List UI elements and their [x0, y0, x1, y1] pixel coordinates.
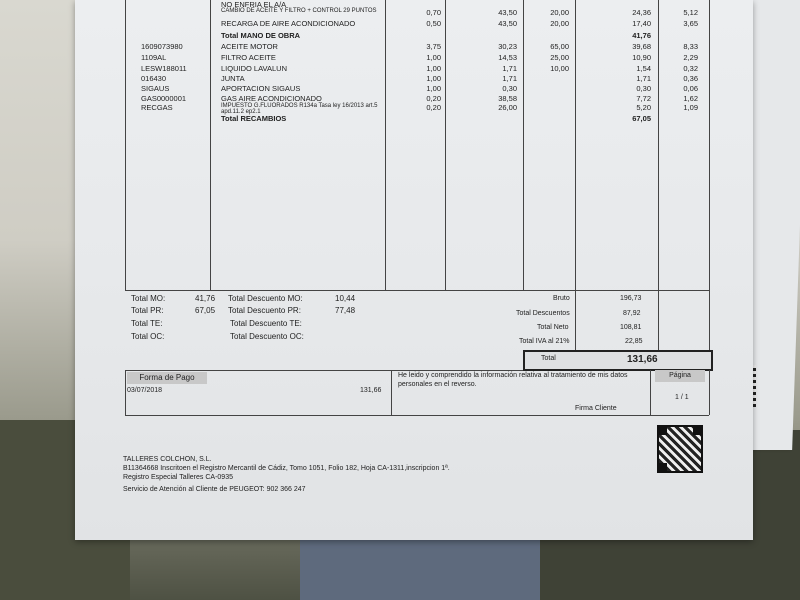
customer-service: Servicio de Atención al Cliente de PEUGEOT: 902 366 247: [123, 486, 306, 493]
item-amount: 41,76: [632, 31, 651, 40]
item-disc: 25,00: [550, 53, 569, 62]
item-pct: 8,33: [683, 42, 698, 51]
legal-text-line1: He leido y comprendido la información relativa al tratamiento de mis datos: [398, 372, 628, 379]
qr-code: [657, 425, 703, 473]
item-price: 14,53: [498, 53, 517, 62]
item-desc: Total MANO DE OBRA: [221, 31, 301, 40]
col-line: [709, 0, 710, 370]
item-price: 43,50: [498, 19, 517, 28]
item-pct: 1,09: [683, 103, 698, 112]
row-line: [125, 415, 709, 416]
item-desc: NO ENFRIA EL A/A: [221, 0, 287, 9]
col-line: [391, 370, 392, 415]
item-amount: 10,90: [632, 53, 651, 62]
desc-mo-label: Total Descuento MO:: [228, 294, 303, 303]
item-amount: 0,30: [636, 84, 651, 93]
item-pct: 0,06: [683, 84, 698, 93]
total-oc-label: Total OC:: [131, 332, 165, 341]
descuentos-label: Total Descuentos: [516, 310, 570, 317]
item-desc: ACEITE MOTOR: [221, 42, 278, 51]
item-desc: RECARGA DE AIRE ACONDICIONADO: [221, 19, 356, 28]
item-desc: IMPUESTO G.FLUORADOS R134a Tasa ley 16/2013 art.5 apd.11.2 ep2.1: [221, 103, 378, 115]
invoice-page: [75, 0, 753, 540]
item-price: 0,30: [502, 84, 517, 93]
total-mo-label: Total MO:: [131, 294, 166, 303]
item-qty: 0,50: [426, 19, 441, 28]
item-disc: 10,00: [550, 64, 569, 73]
item-qty: 3,75: [426, 42, 441, 51]
descuentos-value: 87,92: [623, 310, 641, 317]
item-qty: 1,00: [426, 74, 441, 83]
item-pct: 5,12: [683, 8, 698, 17]
company-name: TALLERES COLCHON, S.L.: [123, 456, 212, 463]
item-code: 1609073980: [141, 42, 183, 51]
item-desc: Total RECAMBIOS: [221, 114, 287, 123]
item-amount: 1,54: [636, 64, 651, 73]
desc-pr-label: Total Descuento PR:: [228, 306, 301, 315]
item-disc: 65,00: [550, 42, 569, 51]
company-registry-talleres: Registro Especial Talleres CA-0935: [123, 474, 233, 481]
neto-label: Total Neto: [537, 324, 569, 331]
item-desc: GAS AIRE ACONDICIONADO: [221, 94, 322, 103]
item-price: 1,71: [502, 64, 517, 73]
item-code: GAS0000001: [141, 94, 187, 103]
item-qty: 0,20: [426, 94, 441, 103]
total-pr-label: Total PR:: [131, 306, 164, 315]
item-amount: 1,71: [636, 74, 651, 83]
item-code: 016430: [141, 74, 167, 83]
payment-amount: 131,66: [360, 387, 382, 394]
total-mo-value: 41,76: [195, 294, 216, 303]
item-code: SIGAUS: [141, 84, 170, 93]
total-te-label: Total TE:: [131, 319, 163, 328]
grand-total-value: 131,66: [627, 354, 658, 365]
item-code: 1109AL: [141, 53, 167, 62]
item-amount: 67,05: [632, 114, 651, 123]
item-amount: 17,40: [632, 19, 651, 28]
desc-te-label: Total Descuento TE:: [230, 319, 302, 328]
item-qty: 1,00: [426, 64, 441, 73]
item-pct: 2,29: [683, 53, 698, 62]
bruto-label: Bruto: [553, 295, 570, 302]
col-line: [125, 370, 126, 415]
item-qty: 0,20: [426, 103, 441, 112]
col-line: [650, 370, 651, 415]
item-desc: FILTRO ACEITE: [221, 53, 276, 62]
item-amount: 24,36: [632, 8, 651, 17]
item-qty: 1,00: [426, 53, 441, 62]
bruto-value: 196,73: [620, 295, 642, 302]
firma-cliente-label: Firma Cliente: [575, 405, 617, 412]
item-disc: 20,00: [550, 19, 569, 28]
item-amount: 7,72: [636, 94, 651, 103]
item-pct: 0,32: [683, 64, 698, 73]
pagina-value: 1 / 1: [675, 394, 689, 401]
item-qty: 1,00: [426, 84, 441, 93]
payment-date: 03/07/2018: [127, 387, 163, 394]
desc-mo-value: 10,44: [335, 294, 356, 303]
item-desc: CAMBIO DE ACEITE Y FILTRO + CONTROL 29 PUNTOS: [221, 8, 377, 14]
item-disc: 20,00: [550, 8, 569, 17]
company-registry: B11364668 Inscritoen el Registro Mercantil de Cádiz, Tomo 1051, Folio 182, Hoja CA-1311,inscripcion 1ª.: [123, 465, 450, 472]
item-pct: 3,65: [683, 19, 698, 28]
desc-pr-value: 77,48: [335, 306, 356, 315]
item-price: 43,50: [498, 8, 517, 17]
item-price: 26,00: [498, 103, 517, 112]
item-price: 1,71: [502, 74, 517, 83]
pagina-label: Página: [655, 370, 705, 382]
item-amount: 5,20: [636, 103, 651, 112]
col-line: [125, 0, 126, 290]
item-code: RECGAS: [141, 103, 173, 112]
item-pct: 0,36: [683, 74, 698, 83]
item-desc: JUNTA: [221, 74, 245, 83]
legal-text-line2: personales en el reverso.: [398, 381, 477, 388]
iva-value: 22,85: [625, 338, 643, 345]
item-desc: APORTACION SIGAUS: [221, 84, 301, 93]
item-price: 38,58: [498, 94, 517, 103]
item-code: LESW188011: [141, 64, 187, 73]
item-price: 30,23: [498, 42, 517, 51]
neto-value: 108,81: [620, 324, 642, 331]
col-line: [709, 370, 710, 415]
iva-label: Total IVA al 21%: [519, 338, 570, 345]
total-pr-value: 67,05: [195, 306, 216, 315]
item-desc: LIQUIDO LAVALUN: [221, 64, 287, 73]
grand-total-label: Total: [541, 355, 556, 362]
item-qty: 0,70: [426, 8, 441, 17]
desc-oc-label: Total Descuento OC:: [230, 332, 304, 341]
forma-pago-label: Forma de Pago: [127, 372, 207, 384]
item-amount: 39,68: [632, 42, 651, 51]
item-pct: 1,62: [683, 94, 698, 103]
